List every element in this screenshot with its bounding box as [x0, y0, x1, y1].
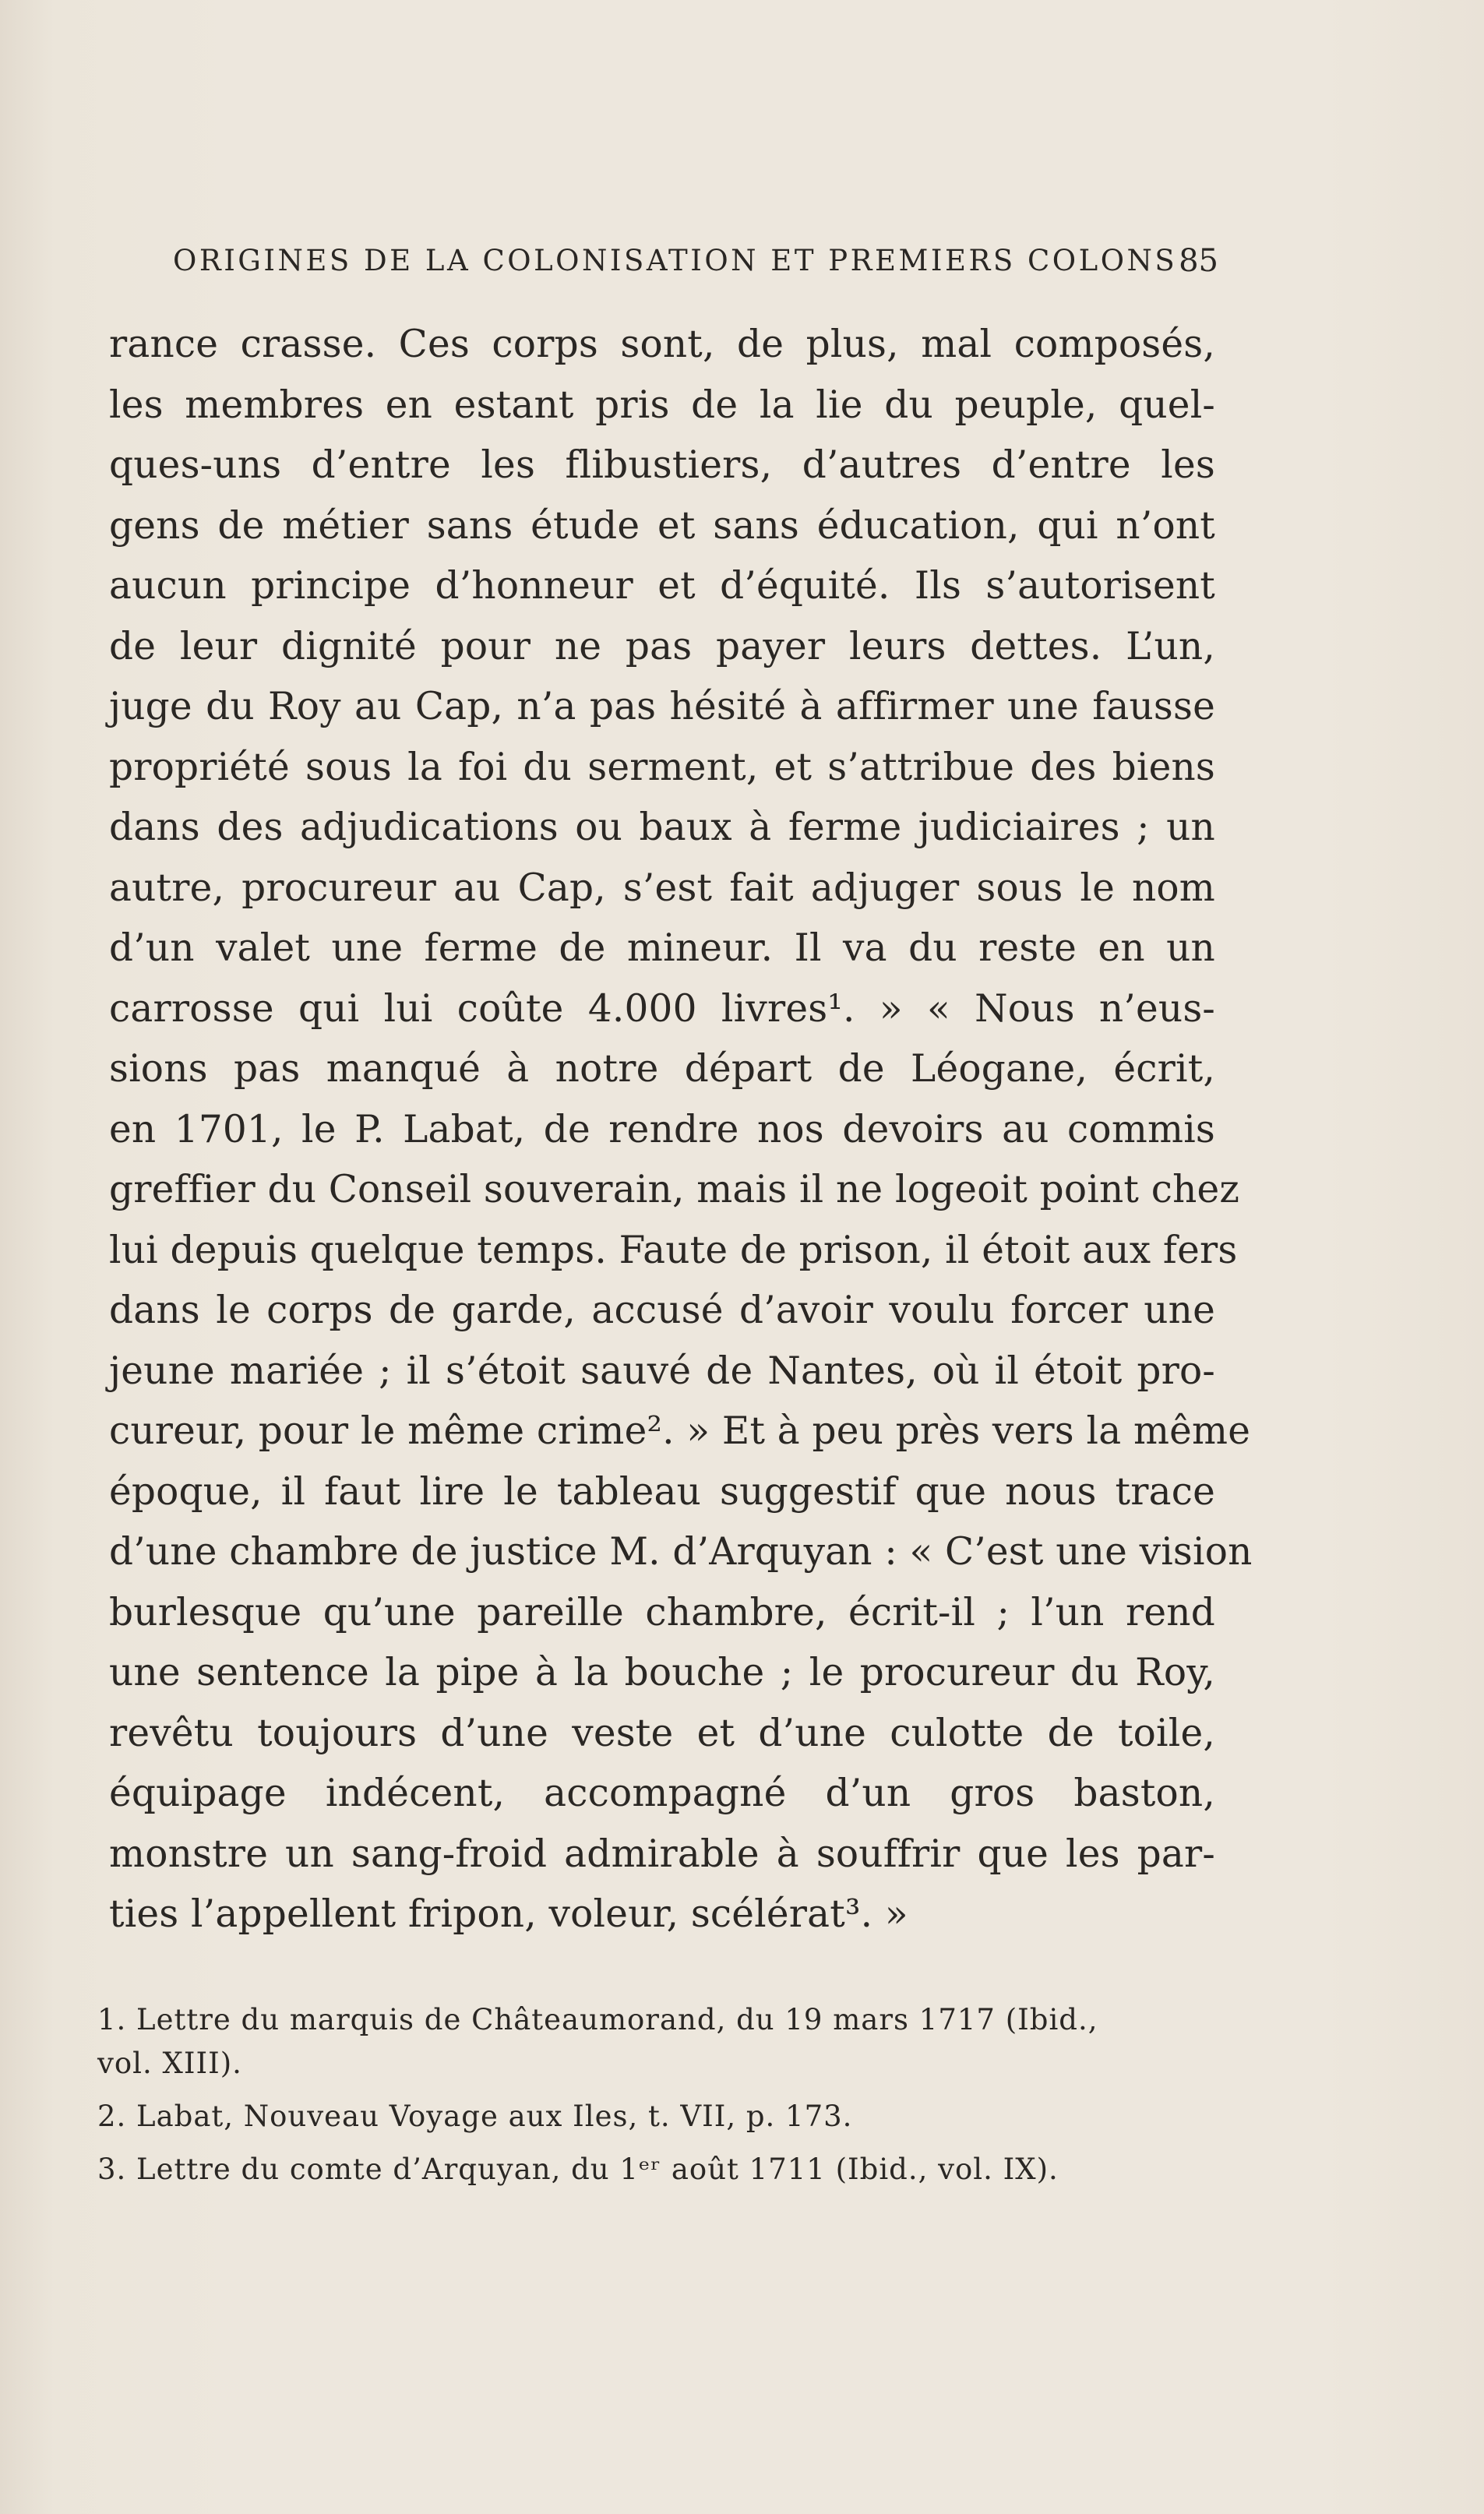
- footnote: [97, 1998, 1227, 2042]
- footnote-text: Lettre du marquis de Châteaumorand, du 19 mars 1717 (Ibid.,: [136, 2003, 1098, 2036]
- text-line: juge du Roy au Cap, n’a pas hésité à affirmer une fausse: [109, 685, 1215, 728]
- footnote-number: 2.: [97, 2100, 127, 2133]
- footnote-text: Labat, Nouveau Voyage aux Iles, t. VII, p. 173.: [136, 2100, 853, 2133]
- page-number: 85: [1179, 243, 1218, 279]
- text-line: autre, procureur au Cap, s’est fait adjuger sous le nom: [109, 866, 1215, 910]
- footnotes: [97, 1998, 1227, 2191]
- footnote-continuation: [97, 2042, 1227, 2086]
- text-line: une sentence la pipe à la bouche ; le procureur du Roy,: [109, 1651, 1215, 1694]
- text-line: dans le corps de garde, accusé d’avoir voulu forcer une: [109, 1289, 1215, 1332]
- text-line: époque, il faut lire le tableau suggestif que nous trace: [109, 1469, 1215, 1514]
- footnote: [97, 2148, 1227, 2191]
- text-line: greffier du Conseil souverain, mais il ne logeoit point chez: [109, 1168, 1240, 1211]
- text-line: revêtu toujours d’une veste et d’une culotte de toile,: [109, 1711, 1215, 1755]
- running-title: ORIGINES DE LA COLONISATION ET PREMIERS COLONS: [173, 244, 1178, 277]
- text-line: les membres en estant pris de la lie du peuple, quel-: [109, 383, 1215, 427]
- text-line: cureur, pour le même crime². » Et à peu près vers la même: [109, 1409, 1251, 1453]
- text-line: rance crasse. Ces corps sont, de plus, mal composés,: [109, 323, 1215, 366]
- text-line: ties l’appellent fripon, voleur, scélérat³. »: [109, 1892, 908, 1936]
- text-line: burlesque qu’une pareille chambre, écrit-il ; l’un rend: [109, 1590, 1215, 1634]
- text-line: jeune mariée ; il s’étoit sauvé de Nantes, où il étoit pro-: [109, 1349, 1215, 1393]
- footnote-text: vol. XIII).: [97, 2047, 242, 2080]
- text-line: sions pas manqué à notre départ de Léogane, écrit,: [109, 1047, 1215, 1091]
- body-text: [109, 315, 1253, 1945]
- text-line: carrosse qui lui coûte 4.000 livres¹. » « Nous n’eus-: [109, 986, 1215, 1031]
- footnote-number: 1.: [97, 2003, 127, 2036]
- text-line: lui depuis quelque temps. Faute de prison, il étoit aux fers: [109, 1228, 1238, 1272]
- text-line: équipage indécent, accompagné d’un gros baston,: [109, 1772, 1215, 1815]
- text-line: propriété sous la foi du serment, et s’attribue des biens: [109, 745, 1215, 789]
- text-line: ques-uns d’entre les flibustiers, d’autres d’entre les: [109, 443, 1215, 487]
- footnote: [97, 2095, 1227, 2138]
- text-line: gens de métier sans étude et sans éducation, qui n’ont: [109, 503, 1215, 548]
- running-head: [173, 238, 1218, 284]
- footnote-text: Lettre du comte d’Arquyan, du 1ᵉʳ août 1711 (Ibid., vol. IX).: [136, 2153, 1059, 2186]
- text-line: de leur dignité pour ne pas payer leurs dettes. L’un,: [109, 624, 1215, 668]
- text-line: dans des adjudications ou baux à ferme judiciaires ; un: [109, 806, 1215, 849]
- text-line: d’un valet une ferme de mineur. Il va du reste en un: [109, 926, 1215, 970]
- text-line: monstre un sang-froid admirable à souffrir que les par-: [109, 1832, 1215, 1876]
- text-line: d’une chambre de justice M. d’Arquyan : « C’est une vision: [109, 1530, 1253, 1574]
- text-line: en 1701, le P. Labat, de rendre nos devoirs au commis: [109, 1107, 1215, 1151]
- footnote-number: 3.: [97, 2153, 127, 2186]
- text-line: aucun principe d’honneur et d’équité. Ils s’autorisent: [109, 564, 1215, 608]
